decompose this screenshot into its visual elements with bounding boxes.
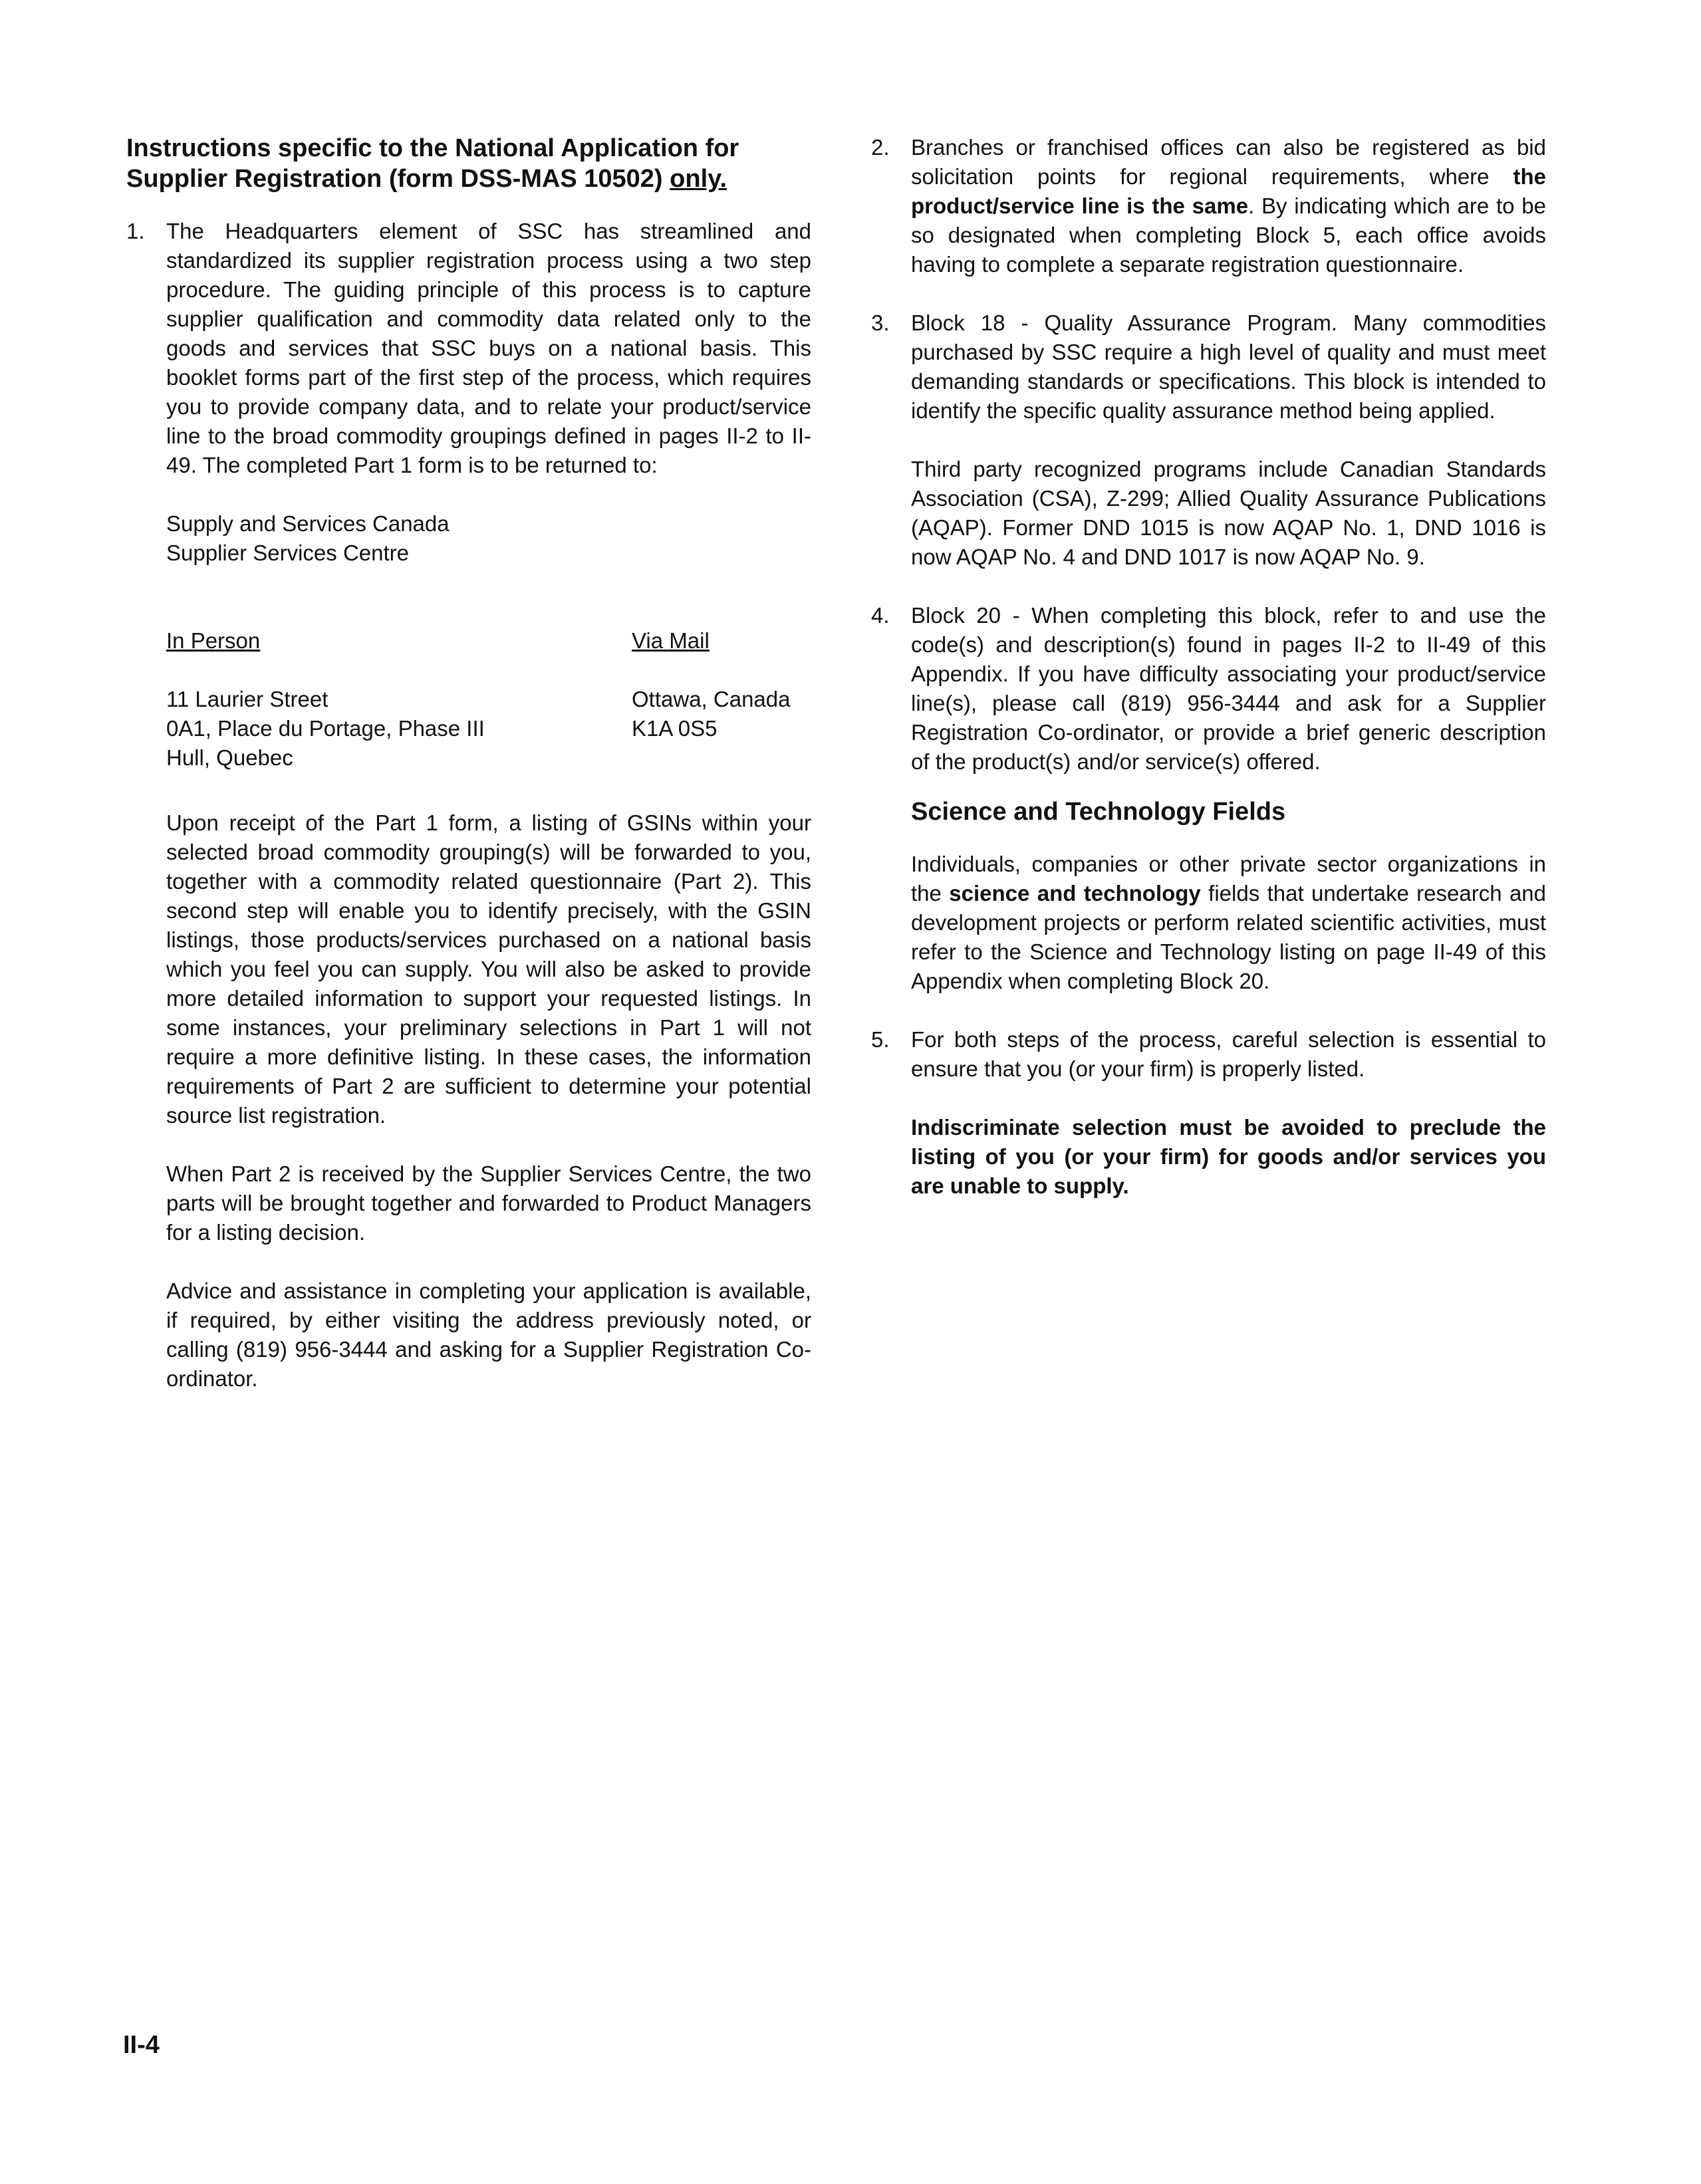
address-line: Supplier Services Centre xyxy=(166,541,409,565)
bold-text-run: science and technology xyxy=(949,881,1201,906)
paragraph-advice: Advice and assistance in completing your application is available, if required, by either visiting the address previously noted, or calling (819) 956-3444 and asking for a Supplier Registration Co-ordinator. xyxy=(166,1278,811,1391)
text-run: Individuals, companies or other private sector organizations in the xyxy=(911,852,1546,906)
text-run: . By indicating which are to be so designated when completing Block 5, each office avoids having to complete a separate registration questionnaire. xyxy=(911,193,1546,277)
list-item-number: 1. xyxy=(126,219,145,243)
in-person-address-line: Hull, Quebec xyxy=(166,745,293,770)
list-item-text: For both steps of the process, careful selection is essential to ensure that you (or your firm) is properly listed. xyxy=(911,1027,1546,1081)
list-item-text: Block 20 - When completing this block, refer to and use the code(s) and description(s) found in pages II-2 to II-49 of this Appendix. If you have difficulty associating your product/service line(s), please call (819) 956-3444 and ask for a Supplier Registration Co-ordinator, or provide a brief generic description of the product(s) and/or service(s) offered. xyxy=(911,603,1546,774)
science-technology-paragraph xyxy=(911,850,1546,996)
list-item-number: 3. xyxy=(871,310,890,335)
via-mail-address-line: Ottawa, Canada xyxy=(632,687,791,711)
section-heading-only: only. xyxy=(670,165,727,193)
bold-text-run: the product/service line is the same xyxy=(911,164,1546,218)
list-item-text: Block 18 - Quality Assurance Program. Many commodities purchased by SSC require a high level of quality and must meet demanding standards or specifications. This block is intended to identify the specific quality assurance method being applied. xyxy=(911,310,1546,423)
warning-text: Indiscriminate selection must be avoided to preclude the listing of you (or your firm) for goods and/or services you are unable to supply. xyxy=(911,1115,1546,1198)
list-item-5 xyxy=(871,1025,1546,1201)
left-column xyxy=(126,133,811,1394)
list-item-text xyxy=(911,133,1546,279)
return-address xyxy=(166,509,811,568)
via-mail-label: Via Mail xyxy=(632,628,710,653)
list-item-1 xyxy=(126,217,811,1394)
list-item-2 xyxy=(871,133,1546,279)
section-heading xyxy=(126,133,811,194)
science-technology-heading: Science and Technology Fields xyxy=(911,798,1286,826)
section-heading-line2 xyxy=(126,164,811,194)
list-item-number: 2. xyxy=(871,135,890,160)
page-number: II-4 xyxy=(123,2031,160,2059)
text-run: fields that undertake research and development projects or perform related scientific activities, must refer to the Science and Technology listing on page II-49 of this Appendix when completing Block 20. xyxy=(911,881,1546,993)
list-item-4 xyxy=(871,601,1546,996)
address-line: Supply and Services Canada xyxy=(166,511,450,536)
list-item-text: The Headquarters element of SSC has streamlined and standardized its supplier registration process using a two step procedure. The guiding principle of this process is to capture supplier qualification and commodity data related only to the goods and services that SSC buys on a national basis. This booklet forms part of the first step of the process, which requires you to provide company data, and to relate your product/service line to the broad commodity groupings defined in pages II-2 to II-49. The completed Part 1 form is to be returned to: xyxy=(166,219,811,477)
list-item-number: 4. xyxy=(871,603,890,628)
text-run: Branches or franchised offices can also be registered as bid solicitation points for regional requirements, where xyxy=(911,135,1546,189)
right-column xyxy=(871,133,1546,1201)
in-person-address-line: 0A1, Place du Portage, Phase III xyxy=(166,716,485,741)
section-heading-line2-text: Supplier Registration (form DSS-MAS 10502) xyxy=(126,165,670,193)
list-item-3 xyxy=(871,308,1546,572)
paragraph-upon-receipt: Upon receipt of the Part 1 form, a listing of GSINs within your selected broad commodity grouping(s) will be forwarded to you, together with a commodity related questionnaire (Part 2). This second step will enable you to identify precisely, with the GSIN listings, those products/services purchased on a national basis which you feel you can supply. You will also be asked to provide more detailed information to support your requested listings. In some instances, your preliminary selections in Part 1 will not require a more definitive listing. In these cases, the information requirements of Part 2 are sufficient to determine your potential source list registration. xyxy=(166,810,811,1128)
in-person-label: In Person xyxy=(166,628,261,653)
paragraph-when-part2: When Part 2 is received by the Supplier Services Centre, the two parts will be brought together and forwarded to Product Managers for a listing decision. xyxy=(166,1161,811,1245)
list-item-followup-text: Third party recognized programs include Canadian Standards Association (CSA), Z-299; Allied Quality Assurance Publications (AQAP). Former DND 1015 is now AQAP No. 1, DND 1016 is now AQAP No. 4 and DND 1017 is now AQAP No. 9. xyxy=(911,457,1546,569)
in-person-address-line: 11 Laurier Street xyxy=(166,687,328,711)
section-heading-line1: Instructions specific to the National Application for xyxy=(126,134,739,162)
address-table xyxy=(166,626,811,779)
list-item-number: 5. xyxy=(871,1027,890,1052)
via-mail-address-line: K1A 0S5 xyxy=(632,716,718,741)
